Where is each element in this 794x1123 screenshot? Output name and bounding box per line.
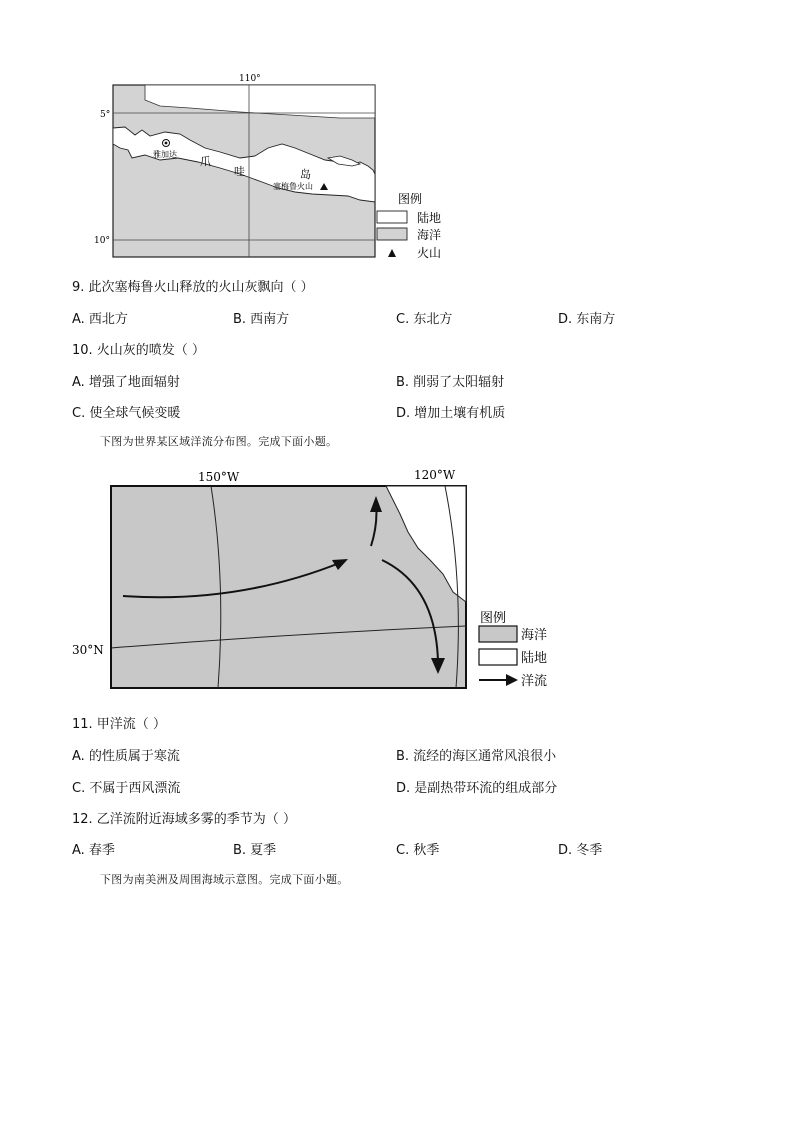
island-char-1: 爪 (200, 155, 211, 168)
java-map (90, 70, 460, 265)
map2-lon-right: 120°W (414, 468, 456, 482)
legend2-land-label: 陆地 (521, 651, 548, 666)
city-label: 雅加达 (153, 150, 177, 159)
map1-lat-bottom: 10° (94, 236, 110, 246)
q11-option-d[interactable]: D. 是副热带环流的组成部分 (396, 781, 558, 796)
intro-south-america: 下图为南美洲及周围海域示意图。完成下面小题。 (100, 873, 349, 886)
map1-lon-label: 110° (239, 74, 261, 84)
q11-option-b[interactable]: B. 流经的海区通常风浪很小 (396, 749, 557, 764)
q11-option-c[interactable]: C. 不属于西风漂流 (72, 781, 181, 796)
question-10-stem: 10. 火山灰的喷发（ ） (72, 343, 205, 358)
legend-land-swatch (377, 211, 407, 223)
q9-option-c[interactable]: C. 东北方 (396, 312, 453, 327)
map1-legend-title: 图例 (398, 192, 423, 206)
intro-ocean-current: 下图为世界某区域洋流分布图。完成下面小题。 (100, 435, 338, 448)
triangle-icon (388, 249, 396, 257)
q9-option-d[interactable]: D. 东南方 (558, 312, 616, 327)
island-char-3: 岛 (300, 168, 311, 181)
map2-legend-title: 图例 (480, 611, 507, 626)
legend-volcano-label: 火山 (417, 246, 442, 260)
map1-lat-top: 5° (100, 110, 111, 120)
q9-option-a[interactable]: A. 西北方 (72, 312, 128, 327)
q12-option-d[interactable]: D. 冬季 (558, 843, 603, 858)
q10-option-a[interactable]: A. 增强了地面辐射 (72, 375, 180, 390)
question-11-stem: 11. 甲洋流（ ） (72, 717, 166, 732)
island-char-2: 哇 (234, 165, 245, 178)
map2-lon-left: 150°W (198, 470, 240, 484)
question-9-stem: 9. 此次塞梅鲁火山释放的火山灰飘向（ ） (72, 280, 314, 295)
q9-option-b[interactable]: B. 西南方 (233, 312, 290, 327)
legend2-current-label: 洋流 (521, 674, 548, 689)
legend-land-label: 陆地 (417, 211, 442, 225)
q12-option-c[interactable]: C. 秋季 (396, 843, 440, 858)
legend2-sea-label: 海洋 (521, 628, 548, 643)
ocean-current-map (68, 462, 568, 694)
q10-option-b[interactable]: B. 削弱了太阳辐射 (396, 375, 505, 390)
question-12-stem: 12. 乙洋流附近海域多雾的季节为（ ） (72, 812, 296, 827)
q12-option-b[interactable]: B. 夏季 (233, 843, 277, 858)
q10-option-d[interactable]: D. 增加土壤有机质 (396, 406, 506, 421)
legend-sea-swatch (377, 228, 407, 240)
legend2-sea-swatch (479, 626, 517, 642)
legend-sea-label: 海洋 (417, 228, 442, 242)
map2-lat: 30°N (72, 643, 104, 657)
q11-option-a[interactable]: A. 的性质属于寒流 (72, 749, 180, 764)
volcano-label: 塞梅鲁火山 (273, 182, 313, 191)
q12-option-a[interactable]: A. 春季 (72, 843, 115, 858)
q10-option-c[interactable]: C. 使全球气候变暖 (72, 406, 181, 421)
legend2-land-swatch (479, 649, 517, 665)
